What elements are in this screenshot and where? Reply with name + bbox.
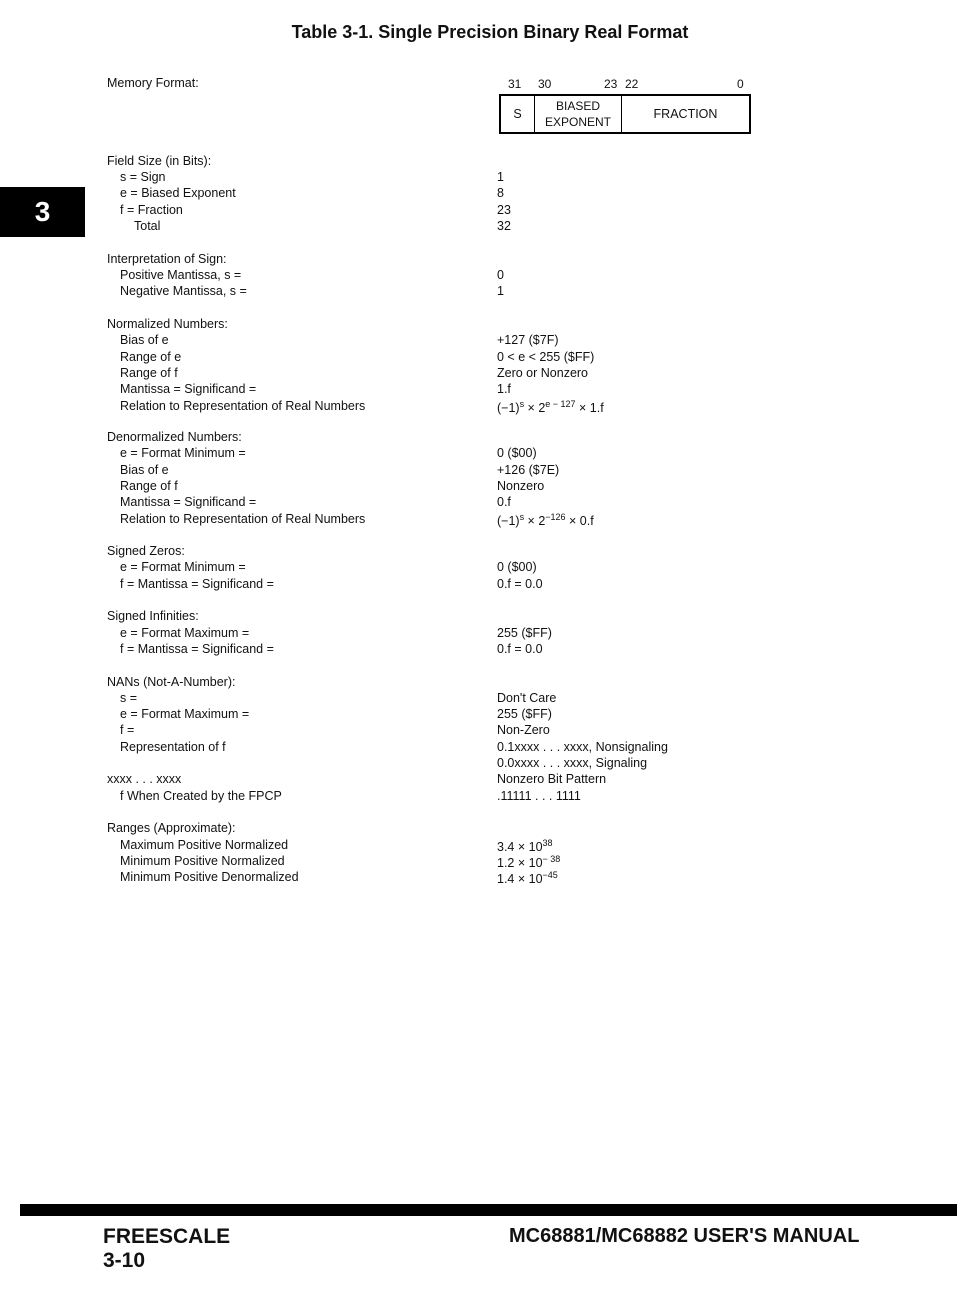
field-exp-line2: EXPONENT — [544, 115, 611, 129]
row-label: s = Sign — [120, 170, 166, 184]
row-label: Mantissa = Significand = — [120, 495, 257, 509]
row-label: s = — [120, 691, 138, 705]
row-label: f When Created by the FPCP — [120, 789, 282, 803]
row-label: Mantissa = Significand = — [120, 382, 257, 396]
row-value: 0 < e < 255 ($FF) — [497, 350, 595, 364]
row-value: Nonzero — [497, 479, 545, 493]
row-value: 0.f — [497, 495, 511, 509]
row-value: Non-Zero — [497, 723, 550, 737]
row-value: $3.4 \times 10^{38}$ — [497, 838, 553, 854]
page-title: Table 3-1. Single Precision Binary Real Format — [291, 22, 689, 42]
bit-22: 22 — [625, 77, 639, 91]
row-label: Range of f — [120, 366, 178, 380]
section-heading: Normalized Numbers: — [107, 317, 228, 331]
row-value: 1.f — [497, 382, 511, 396]
row-value: 8 — [497, 186, 504, 200]
section-heading: Interpretation of Sign: — [107, 252, 227, 266]
row-label: Bias of e — [120, 463, 169, 477]
row-value: 1 — [497, 170, 504, 184]
row-value: $(-1)^s \times 2^{e - 127} \times 1.f$ — [497, 399, 604, 415]
row-label: Positive Mantissa, s = — [120, 268, 242, 282]
row-label: e = Format Maximum = — [120, 626, 250, 640]
row-value: 0.1xxxx . . . xxxx, Nonsignaling — [497, 740, 668, 754]
row-value: 0 ($00) — [497, 560, 537, 574]
row-label: Minimum Positive Denormalized — [120, 870, 299, 884]
memory-format-diagram — [499, 94, 751, 134]
row-label: e = Format Minimum = — [120, 446, 246, 460]
footer-rule — [20, 1204, 957, 1216]
memory-format-label: Memory Format: — [107, 76, 199, 90]
row-label: Total — [134, 219, 161, 233]
row-value: $(-1)^s \times 2^{-126} \times 0.f$ — [497, 512, 594, 528]
page-number: 3-10 — [103, 1249, 146, 1272]
row-value: Nonzero Bit Pattern — [497, 772, 607, 786]
bit-0: 0 — [737, 77, 744, 91]
row-label: f = Fraction — [120, 203, 183, 217]
row-value: .11111 . . . 1111 — [497, 789, 581, 803]
row-value: 0 — [497, 268, 504, 282]
bit-30: 30 — [538, 77, 552, 91]
row-value: Zero or Nonzero — [497, 366, 589, 380]
row-value: 0.f = 0.0 — [497, 577, 543, 591]
row-label: e = Format Minimum = — [120, 560, 246, 574]
row-label: f = — [120, 723, 135, 737]
row-value: 255 ($FF) — [497, 707, 552, 721]
row-label: Representation of f — [120, 740, 226, 754]
section-heading: Signed Zeros: — [107, 544, 185, 558]
row-label: Bias of e — [120, 333, 169, 347]
row-value: 32 — [497, 219, 511, 233]
chapter-tab: 3 — [0, 187, 85, 237]
field-fraction: FRACTION — [653, 107, 718, 121]
footer-brand: FREESCALE — [103, 1225, 231, 1248]
row-value: 1 — [497, 284, 504, 298]
field-sign: S — [501, 96, 535, 132]
field-exp-line1: BIASED — [555, 99, 600, 113]
row-value: +127 ($7F) — [497, 333, 559, 347]
row-value: 0.f = 0.0 — [497, 642, 543, 656]
row-label: e = Biased Exponent — [120, 186, 236, 200]
row-value: +126 ($7E) — [497, 463, 560, 477]
row-label: e = Format Maximum = — [120, 707, 250, 721]
section-heading: Ranges (Approximate): — [107, 821, 236, 835]
footer-left — [103, 1225, 230, 1273]
row-label: Negative Mantissa, s = — [120, 284, 247, 298]
section-heading: Signed Infinities: — [107, 609, 199, 623]
row-label: Minimum Positive Normalized — [120, 854, 285, 868]
section-heading: NANs (Not-A-Number): — [107, 675, 236, 689]
row-label: f = Mantissa = Significand = — [120, 642, 274, 656]
row-label: xxxx . . . xxxx — [107, 772, 182, 786]
row-value: 0.0xxxx . . . xxxx, Signaling — [497, 756, 648, 770]
section-heading: Denormalized Numbers: — [107, 430, 242, 444]
row-label: Range of e — [120, 350, 182, 364]
row-label: Relation to Representation of Real Numbers — [120, 399, 366, 413]
bit-31: 31 — [508, 77, 522, 91]
row-value: $1.4 \times 10^{-45}$ — [497, 870, 558, 886]
section-heading: Field Size (in Bits): — [107, 154, 212, 168]
row-value: Don't Care — [497, 691, 557, 705]
row-label: f = Mantissa = Significand = — [120, 577, 274, 591]
row-value: 0 ($00) — [497, 446, 537, 460]
footer-manual-title: MC68881/MC68882 USER'S MANUAL — [509, 1225, 860, 1247]
row-label: Range of f — [120, 479, 178, 493]
row-value: $1.2 \times 10^{- 38}$ — [497, 854, 561, 870]
row-value: 23 — [497, 203, 511, 217]
row-value: 255 ($FF) — [497, 626, 552, 640]
row-label: Relation to Representation of Real Numbers — [120, 512, 366, 526]
field-biased-exponent — [535, 96, 622, 132]
row-label: Maximum Positive Normalized — [120, 838, 289, 852]
bit-23: 23 — [604, 77, 618, 91]
